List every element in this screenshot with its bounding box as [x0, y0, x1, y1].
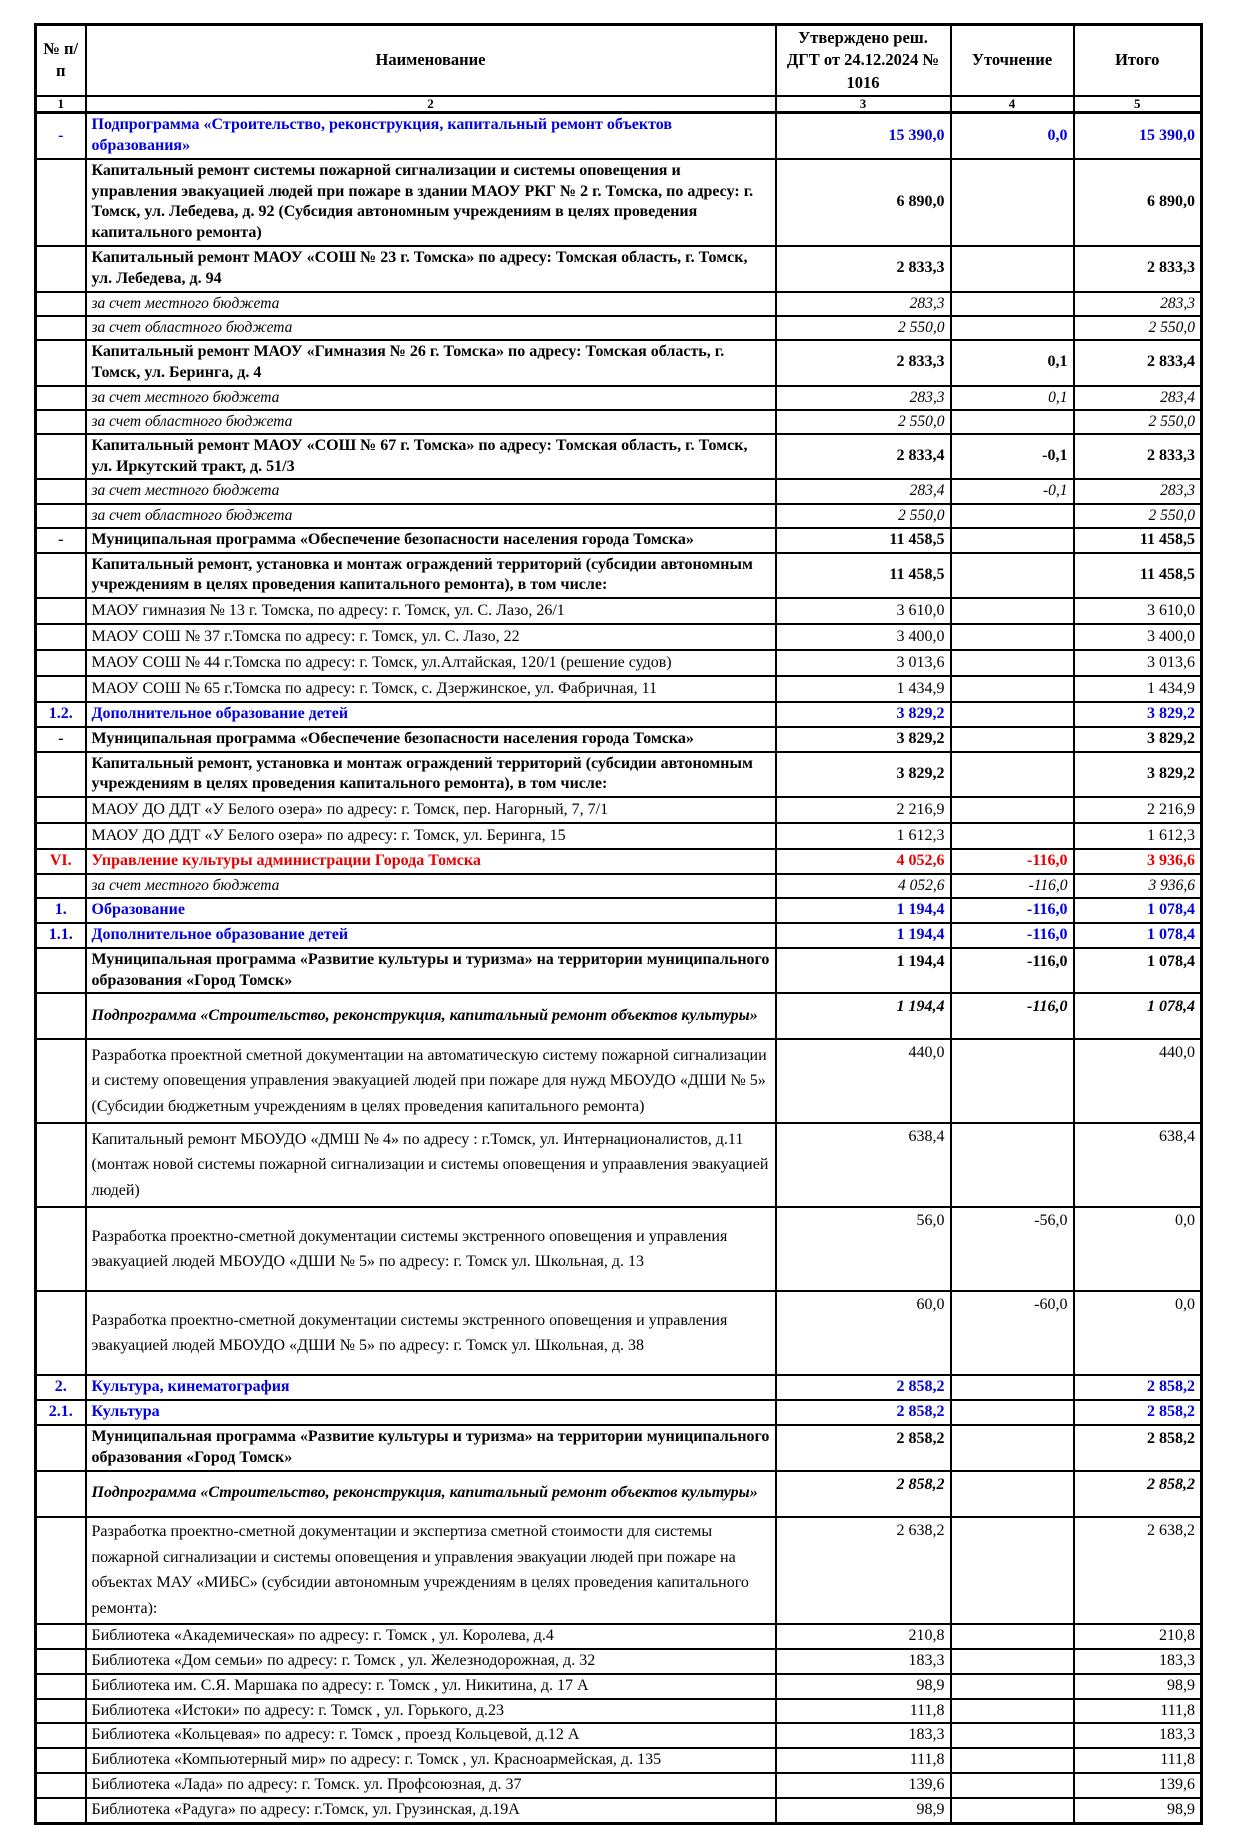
row-total-cell: 15 390,0 — [1074, 113, 1202, 159]
table-row — [36, 650, 1202, 676]
header-row — [36, 25, 1202, 96]
row-index-cell — [36, 624, 86, 650]
row-adjust-cell: -0,1 — [951, 434, 1074, 480]
row-name-cell: Капитальный ремонт, установка и монтаж ограждений территорий (субсидии автономным учреждениям в целях проведения капитального ремонта), в том числе: — [86, 553, 776, 599]
row-name-cell: Библиотека «Истоки» по адресу: г. Томск , ул. Горького, д.23 — [86, 1699, 776, 1724]
row-name-cell: Подпрограмма «Строительство, реконструкция, капитальный ремонт объектов культуры» — [86, 1471, 776, 1517]
row-name-cell: за счет областного бюджета — [86, 410, 776, 434]
row-index-cell — [36, 1517, 86, 1625]
table-row — [36, 797, 1202, 823]
row-name-cell: Библиотека «Кольцевая» по адресу: г. Томск , проезд Кольцевой, д.12 А — [86, 1723, 776, 1748]
row-total-cell: 3 936,6 — [1074, 849, 1202, 874]
row-total-cell: 0,0 — [1074, 1291, 1202, 1375]
table-row — [36, 1123, 1202, 1207]
row-approved-cell: 440,0 — [776, 1039, 951, 1123]
row-adjust-cell — [951, 1699, 1074, 1724]
row-adjust-cell — [951, 410, 1074, 434]
row-total-cell: 3 400,0 — [1074, 624, 1202, 650]
row-approved-cell: 1 194,4 — [776, 948, 951, 994]
header-cell-num: № п/п — [36, 25, 86, 96]
row-approved-cell: 1 194,4 — [776, 923, 951, 948]
table-row — [36, 874, 1202, 898]
table-row — [36, 479, 1202, 503]
row-approved-cell: 3 400,0 — [776, 624, 951, 650]
row-name-cell: МАОУ ДО ДДТ «У Белого озера» по адресу: г. Томск, ул. Беринга, 15 — [86, 823, 776, 849]
row-index-cell — [36, 504, 86, 528]
row-index-cell: 2.1. — [36, 1400, 86, 1425]
row-total-cell: 1 078,4 — [1074, 898, 1202, 923]
row-name-cell: Разработка проектно-сметной документации системы экстренного оповещения и управления эвакуацией людей МБОУДО «ДШИ № 5» по адресу: г. Томск ул. Школьная, д. 38 — [86, 1291, 776, 1375]
row-approved-cell: 111,8 — [776, 1699, 951, 1724]
table-row — [36, 1649, 1202, 1674]
row-approved-cell: 3 610,0 — [776, 598, 951, 624]
table-row — [36, 823, 1202, 849]
row-name-cell: Библиотека «Компьютерный мир» по адресу: г. Томск , ул. Красноармейская, д. 135 — [86, 1748, 776, 1773]
row-name-cell: Муниципальная программа «Обеспечение безопасности населения города Томска» — [86, 727, 776, 752]
table-row — [36, 1798, 1202, 1823]
row-adjust-cell — [951, 1798, 1074, 1823]
row-adjust-cell — [951, 823, 1074, 849]
row-approved-cell: 4 052,6 — [776, 874, 951, 898]
table-row — [36, 1291, 1202, 1375]
row-adjust-cell — [951, 1375, 1074, 1400]
row-index-cell — [36, 434, 86, 480]
row-name-cell: Образование — [86, 898, 776, 923]
row-index-cell — [36, 874, 86, 898]
row-index-cell — [36, 993, 86, 1039]
row-approved-cell: 2 833,3 — [776, 340, 951, 386]
column-number-2: 2 — [86, 96, 776, 113]
row-adjust-cell — [951, 553, 1074, 599]
row-adjust-cell: -116,0 — [951, 849, 1074, 874]
header-cell-name: Наименование — [86, 25, 776, 96]
row-total-cell: 1 078,4 — [1074, 993, 1202, 1039]
row-adjust-cell — [951, 752, 1074, 798]
column-number-4: 4 — [951, 96, 1074, 113]
table-row — [36, 553, 1202, 599]
row-adjust-cell — [951, 1123, 1074, 1207]
table-row — [36, 1624, 1202, 1649]
row-name-cell: Библиотека «Академическая» по адресу: г. Томск , ул. Королева, д.4 — [86, 1624, 776, 1649]
row-approved-cell: 2 858,2 — [776, 1375, 951, 1400]
row-name-cell: Капитальный ремонт, установка и монтаж ограждений территорий (субсидии автономным учреждениям в целях проведения капитального ремонта), в том числе: — [86, 752, 776, 798]
row-index-cell — [36, 1723, 86, 1748]
row-index-cell: - — [36, 727, 86, 752]
table-row — [36, 1773, 1202, 1798]
row-name-cell: Муниципальная программа «Развитие культуры и туризма» на территории муниципального образования «Город Томск» — [86, 1425, 776, 1471]
row-approved-cell: 2 550,0 — [776, 316, 951, 340]
row-adjust-cell — [951, 797, 1074, 823]
row-index-cell: - — [36, 528, 86, 553]
row-adjust-cell — [951, 1400, 1074, 1425]
row-adjust-cell: 0,1 — [951, 386, 1074, 410]
row-name-cell: за счет областного бюджета — [86, 316, 776, 340]
row-name-cell: за счет местного бюджета — [86, 386, 776, 410]
row-approved-cell: 3 013,6 — [776, 650, 951, 676]
row-name-cell: Подпрограмма «Строительство, реконструкция, капитальный ремонт объектов культуры» — [86, 993, 776, 1039]
table-row — [36, 386, 1202, 410]
row-index-cell — [36, 1773, 86, 1798]
row-approved-cell: 2 550,0 — [776, 410, 951, 434]
row-name-cell: за счет местного бюджета — [86, 479, 776, 503]
row-total-cell: 2 858,2 — [1074, 1375, 1202, 1400]
row-total-cell: 210,8 — [1074, 1624, 1202, 1649]
row-total-cell: 111,8 — [1074, 1748, 1202, 1773]
row-approved-cell: 638,4 — [776, 1123, 951, 1207]
table-row — [36, 1699, 1202, 1724]
table-row — [36, 752, 1202, 798]
row-name-cell: Капитальный ремонт МАОУ «Гимназия № 26 г. Томска» по адресу: Томская область, г. Томск, ул. Беринга, д. 4 — [86, 340, 776, 386]
row-total-cell: 283,3 — [1074, 479, 1202, 503]
row-approved-cell: 6 890,0 — [776, 159, 951, 246]
row-index-cell — [36, 598, 86, 624]
row-adjust-cell — [951, 1039, 1074, 1123]
row-index-cell — [36, 340, 86, 386]
row-index-cell — [36, 1699, 86, 1724]
row-total-cell: 2 858,2 — [1074, 1471, 1202, 1517]
row-index-cell: 1.1. — [36, 923, 86, 948]
row-adjust-cell — [951, 159, 1074, 246]
row-total-cell: 3 936,6 — [1074, 874, 1202, 898]
row-approved-cell: 1 194,4 — [776, 898, 951, 923]
row-adjust-cell — [951, 504, 1074, 528]
row-total-cell: 2 550,0 — [1074, 410, 1202, 434]
row-adjust-cell: -116,0 — [951, 923, 1074, 948]
row-adjust-cell: -60,0 — [951, 1291, 1074, 1375]
row-total-cell: 11 458,5 — [1074, 553, 1202, 599]
row-adjust-cell — [951, 292, 1074, 316]
row-adjust-cell — [951, 650, 1074, 676]
row-approved-cell: 2 833,4 — [776, 434, 951, 480]
row-name-cell: Культура, кинематография — [86, 1375, 776, 1400]
row-index-cell — [36, 1425, 86, 1471]
table-row — [36, 702, 1202, 727]
table-row — [36, 1039, 1202, 1123]
row-name-cell: МАОУ СОШ № 65 г.Томска по адресу: г. Томск, с. Дзержинское, ул. Фабричная, 11 — [86, 676, 776, 702]
row-adjust-cell — [951, 1624, 1074, 1649]
row-index-cell — [36, 1798, 86, 1823]
row-adjust-cell — [951, 1748, 1074, 1773]
row-approved-cell: 1 434,9 — [776, 676, 951, 702]
row-index-cell: - — [36, 113, 86, 159]
table-row — [36, 676, 1202, 702]
row-adjust-cell — [951, 598, 1074, 624]
table-row — [36, 1400, 1202, 1425]
row-total-cell: 3 610,0 — [1074, 598, 1202, 624]
table-row — [36, 159, 1202, 246]
row-total-cell: 440,0 — [1074, 1039, 1202, 1123]
row-approved-cell: 2 216,9 — [776, 797, 951, 823]
table-row — [36, 1674, 1202, 1699]
table-body — [36, 113, 1202, 1823]
row-total-cell: 283,3 — [1074, 292, 1202, 316]
row-name-cell: МАОУ гимназия № 13 г. Томска, по адресу: г. Томск, ул. С. Лазо, 26/1 — [86, 598, 776, 624]
row-index-cell — [36, 1039, 86, 1123]
row-index-cell — [36, 292, 86, 316]
row-total-cell: 1 434,9 — [1074, 676, 1202, 702]
row-approved-cell: 210,8 — [776, 1624, 951, 1649]
row-index-cell — [36, 1748, 86, 1773]
row-index-cell: VI. — [36, 849, 86, 874]
row-total-cell: 3 829,2 — [1074, 752, 1202, 798]
row-total-cell: 6 890,0 — [1074, 159, 1202, 246]
table-row — [36, 246, 1202, 292]
row-adjust-cell: -116,0 — [951, 948, 1074, 994]
row-index-cell — [36, 650, 86, 676]
table-row — [36, 624, 1202, 650]
row-total-cell: 2 833,4 — [1074, 340, 1202, 386]
row-approved-cell: 111,8 — [776, 1748, 951, 1773]
row-approved-cell: 2 550,0 — [776, 504, 951, 528]
row-adjust-cell — [951, 1425, 1074, 1471]
row-index-cell — [36, 1674, 86, 1699]
row-index-cell — [36, 752, 86, 798]
table-row — [36, 993, 1202, 1039]
row-index-cell — [36, 1624, 86, 1649]
row-index-cell — [36, 1471, 86, 1517]
row-adjust-cell — [951, 1773, 1074, 1798]
row-total-cell: 2 550,0 — [1074, 504, 1202, 528]
row-name-cell: Управление культуры администрации Города Томска — [86, 849, 776, 874]
row-adjust-cell — [951, 528, 1074, 553]
row-total-cell: 3 829,2 — [1074, 727, 1202, 752]
row-approved-cell: 98,9 — [776, 1798, 951, 1823]
row-approved-cell: 2 833,3 — [776, 246, 951, 292]
table-row — [36, 316, 1202, 340]
table-row — [36, 1471, 1202, 1517]
row-total-cell: 2 833,3 — [1074, 434, 1202, 480]
row-total-cell: 2 858,2 — [1074, 1425, 1202, 1471]
row-name-cell: Муниципальная программа «Развитие культуры и туризма» на территории муниципального образования «Город Томск» — [86, 948, 776, 994]
row-index-cell — [36, 316, 86, 340]
row-approved-cell: 56,0 — [776, 1207, 951, 1291]
row-name-cell: Муниципальная программа «Обеспечение безопасности населения города Томска» — [86, 528, 776, 553]
row-name-cell: Библиотека «Дом семьи» по адресу: г. Томск , ул. Железнодорожная, д. 32 — [86, 1649, 776, 1674]
row-adjust-cell: 0,0 — [951, 113, 1074, 159]
table-row — [36, 923, 1202, 948]
row-name-cell: Капитальный ремонт МАОУ «СОШ № 23 г. Томска» по адресу: Томская область, г. Томск, ул. Лебедева, д. 94 — [86, 246, 776, 292]
row-index-cell — [36, 386, 86, 410]
row-approved-cell: 183,3 — [776, 1723, 951, 1748]
row-total-cell: 11 458,5 — [1074, 528, 1202, 553]
row-approved-cell: 4 052,6 — [776, 849, 951, 874]
row-adjust-cell — [951, 1649, 1074, 1674]
row-name-cell: Подпрограмма «Строительство, реконструкция, капитальный ремонт объектов образования» — [86, 113, 776, 159]
column-number-3: 3 — [776, 96, 951, 113]
row-index-cell: 2. — [36, 1375, 86, 1400]
row-index-cell: 1.2. — [36, 702, 86, 727]
row-name-cell: Библиотека «Радуга» по адресу: г.Томск, ул. Грузинская, д.19А — [86, 1798, 776, 1823]
table-row — [36, 504, 1202, 528]
column-number-1: 1 — [36, 96, 86, 113]
row-name-cell: МАОУ СОШ № 37 г.Томска по адресу: г. Томск, ул. С. Лазо, 22 — [86, 624, 776, 650]
row-total-cell: 3 829,2 — [1074, 702, 1202, 727]
row-index-cell — [36, 1291, 86, 1375]
row-adjust-cell: -116,0 — [951, 993, 1074, 1039]
row-total-cell: 0,0 — [1074, 1207, 1202, 1291]
row-approved-cell: 1 612,3 — [776, 823, 951, 849]
table-row — [36, 1375, 1202, 1400]
row-index-cell — [36, 676, 86, 702]
row-name-cell: Библиотека «Лада» по адресу: г. Томск. ул. Профсоюзная, д. 37 — [86, 1773, 776, 1798]
row-total-cell: 1 612,3 — [1074, 823, 1202, 849]
row-total-cell: 2 858,2 — [1074, 1400, 1202, 1425]
row-total-cell: 283,4 — [1074, 386, 1202, 410]
row-approved-cell: 3 829,2 — [776, 727, 951, 752]
row-total-cell: 2 550,0 — [1074, 316, 1202, 340]
row-adjust-cell: 0,1 — [951, 340, 1074, 386]
row-name-cell: Капитальный ремонт системы пожарной сигнализации и системы оповещения и управления эвакуацией людей при пожаре в здании МАОУ РКГ № 2 г. Томска, по адресу: г. Томск, ул. Лебедева, д. 92 (Субсидия автономным учреждениям в целях проведения капитального ремонта) — [86, 159, 776, 246]
table-row — [36, 410, 1202, 434]
row-approved-cell: 2 858,2 — [776, 1400, 951, 1425]
row-name-cell: Капитальный ремонт МАОУ «СОШ № 67 г. Томска» по адресу: Томская область, г. Томск, ул. Иркутский тракт, д. 51/3 — [86, 434, 776, 480]
row-adjust-cell — [951, 1517, 1074, 1625]
row-index-cell — [36, 553, 86, 599]
row-adjust-cell — [951, 1723, 1074, 1748]
row-approved-cell: 60,0 — [776, 1291, 951, 1375]
row-approved-cell: 2 858,2 — [776, 1471, 951, 1517]
row-name-cell: за счет областного бюджета — [86, 504, 776, 528]
row-total-cell: 139,6 — [1074, 1773, 1202, 1798]
row-adjust-cell: -116,0 — [951, 874, 1074, 898]
row-approved-cell: 11 458,5 — [776, 553, 951, 599]
table-row — [36, 292, 1202, 316]
table-row — [36, 528, 1202, 553]
row-adjust-cell: -116,0 — [951, 898, 1074, 923]
row-index-cell — [36, 159, 86, 246]
table-row — [36, 340, 1202, 386]
row-approved-cell: 3 829,2 — [776, 702, 951, 727]
row-total-cell: 183,3 — [1074, 1723, 1202, 1748]
row-name-cell: Разработка проектно-сметной документации системы экстренного оповещения и управления эвакуацией людей МБОУДО «ДШИ № 5» по адресу: г. Томск ул. Школьная, д. 13 — [86, 1207, 776, 1291]
table-row — [36, 948, 1202, 994]
row-name-cell: Дополнительное образование детей — [86, 702, 776, 727]
row-approved-cell: 11 458,5 — [776, 528, 951, 553]
row-index-cell — [36, 1123, 86, 1207]
row-total-cell: 111,8 — [1074, 1699, 1202, 1724]
row-adjust-cell — [951, 1471, 1074, 1517]
header-cell-adjust: Уточнение — [951, 25, 1074, 96]
row-adjust-cell — [951, 1674, 1074, 1699]
row-name-cell: МАОУ СОШ № 44 г.Томска по адресу: г. Томск, ул.Алтайская, 120/1 (решение судов) — [86, 650, 776, 676]
row-approved-cell: 15 390,0 — [776, 113, 951, 159]
row-name-cell: МАОУ ДО ДДТ «У Белого озера» по адресу: г. Томск, пер. Нагорный, 7, 7/1 — [86, 797, 776, 823]
row-index-cell — [36, 823, 86, 849]
header-cell-total: Итого — [1074, 25, 1202, 96]
row-total-cell: 1 078,4 — [1074, 948, 1202, 994]
row-name-cell: за счет местного бюджета — [86, 292, 776, 316]
row-name-cell: Разработка проектной сметной документации на автоматическую систему пожарной сигнализации и систему оповещения управления эвакуацией людей при пожаре для нужд МБОУДО «ДШИ № 5» (Субсидии бюджетным учреждениям в целях проведения капитального ремонта) — [86, 1039, 776, 1123]
row-total-cell: 98,9 — [1074, 1674, 1202, 1699]
header-cell-approved: Утверждено реш. ДГТ от 24.12.2024 № 1016 — [776, 25, 951, 96]
row-total-cell: 183,3 — [1074, 1649, 1202, 1674]
row-approved-cell: 2 638,2 — [776, 1517, 951, 1625]
table-row — [36, 849, 1202, 874]
row-total-cell: 2 833,3 — [1074, 246, 1202, 292]
row-total-cell: 3 013,6 — [1074, 650, 1202, 676]
row-approved-cell: 98,9 — [776, 1674, 951, 1699]
row-total-cell: 98,9 — [1074, 1798, 1202, 1823]
table-row — [36, 1748, 1202, 1773]
row-index-cell — [36, 479, 86, 503]
row-index-cell — [36, 1649, 86, 1674]
table-row — [36, 434, 1202, 480]
row-adjust-cell — [951, 246, 1074, 292]
table-row — [36, 727, 1202, 752]
table-row — [36, 898, 1202, 923]
row-index-cell — [36, 246, 86, 292]
row-approved-cell: 139,6 — [776, 1773, 951, 1798]
column-numbering-row — [36, 96, 1202, 113]
row-index-cell: 1. — [36, 898, 86, 923]
row-approved-cell: 183,3 — [776, 1649, 951, 1674]
table-row — [36, 1723, 1202, 1748]
table-row — [36, 1517, 1202, 1625]
row-approved-cell: 283,3 — [776, 386, 951, 410]
row-approved-cell: 283,3 — [776, 292, 951, 316]
row-name-cell: Разработка проектно-сметной документации и экспертиза сметной стоимости для системы пожарной сигнализации и системы оповещения и управления эвакуации людей при пожаре на объектах МАУ «МИБС» (субсидии автономным учреждениям в целях проведения капитального ремонта): — [86, 1517, 776, 1625]
row-name-cell: за счет местного бюджета — [86, 874, 776, 898]
row-adjust-cell — [951, 702, 1074, 727]
row-adjust-cell — [951, 316, 1074, 340]
table-header — [36, 25, 1202, 113]
budget-table — [34, 23, 1203, 1825]
row-approved-cell: 3 829,2 — [776, 752, 951, 798]
row-adjust-cell — [951, 727, 1074, 752]
row-adjust-cell — [951, 624, 1074, 650]
table-row — [36, 1207, 1202, 1291]
table-row — [36, 598, 1202, 624]
row-total-cell: 638,4 — [1074, 1123, 1202, 1207]
row-approved-cell: 283,4 — [776, 479, 951, 503]
row-adjust-cell: -0,1 — [951, 479, 1074, 503]
row-name-cell: Культура — [86, 1400, 776, 1425]
row-total-cell: 2 638,2 — [1074, 1517, 1202, 1625]
row-adjust-cell: -56,0 — [951, 1207, 1074, 1291]
row-total-cell: 1 078,4 — [1074, 923, 1202, 948]
row-name-cell: Дополнительное образование детей — [86, 923, 776, 948]
row-approved-cell: 1 194,4 — [776, 993, 951, 1039]
row-approved-cell: 2 858,2 — [776, 1425, 951, 1471]
row-name-cell: Капитальный ремонт МБОУДО «ДМШ № 4» по адресу : г.Томск, ул. Интернационалистов, д.11 (монтаж новой системы пожарной сигнализации и системы оповещения и упраавления эвакуацией людей) — [86, 1123, 776, 1207]
column-number-5: 5 — [1074, 96, 1202, 113]
row-index-cell — [36, 1207, 86, 1291]
row-index-cell — [36, 948, 86, 994]
table-row — [36, 113, 1202, 159]
table-row — [36, 1425, 1202, 1471]
row-adjust-cell — [951, 676, 1074, 702]
row-index-cell — [36, 797, 86, 823]
row-index-cell — [36, 410, 86, 434]
row-name-cell: Библиотека им. С.Я. Маршака по адресу: г. Томск , ул. Никитина, д. 17 А — [86, 1674, 776, 1699]
row-total-cell: 2 216,9 — [1074, 797, 1202, 823]
